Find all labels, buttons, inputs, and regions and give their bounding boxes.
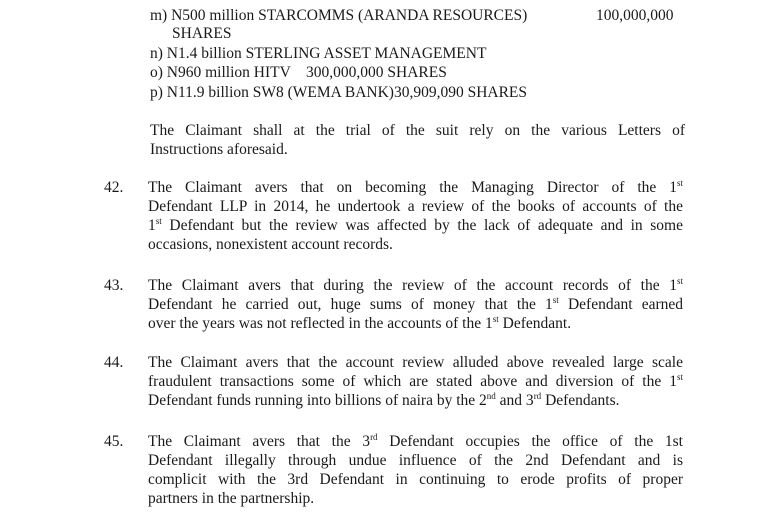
list-item-o: o) N960 million HITV 300,000,000 SHARES	[150, 64, 447, 81]
paragraph-number: 45.	[104, 433, 124, 450]
text-line: The Claimant shall at the trial of the suit rely on the various Letters of	[150, 122, 685, 139]
text-line: occasions, nonexistent account records.	[148, 236, 393, 253]
list-item-continuation: SHARES	[172, 25, 232, 42]
intro-paragraph	[150, 121, 685, 159]
paragraph-44	[148, 353, 683, 410]
text-line: The Claimant avers that the account review alluded above revealed large scale	[148, 354, 683, 371]
paragraph-number: 43.	[104, 277, 124, 294]
text-line: partners in the partnership.	[148, 490, 315, 507]
paragraph-number: 42.	[104, 179, 124, 196]
paragraph-number: 44.	[104, 354, 124, 371]
text-line: Defendant illegally through undue influence of the 2nd Defendant and is	[148, 452, 683, 469]
list-item-n: n) N1.4 billion STERLING ASSET MANAGEMENT	[150, 45, 487, 62]
paragraph-43	[148, 276, 683, 333]
list-item-text: m) N500 million STARCOMMS (ARANDA RESOURCES)	[150, 7, 528, 24]
text-line: The Claimant avers that on becoming the Managing Director of the 1st	[148, 177, 683, 196]
text-line: Defendant LLP in 2014, he undertook a review of the books of accounts of the	[148, 198, 683, 215]
list-item-p: p) N11.9 billion SW8 (WEMA BANK)30,909,090 SHARES	[150, 84, 528, 101]
paragraph-42	[148, 178, 683, 254]
text-line: fraudulent transactions some of which are stated above and diversion of the 1st	[148, 371, 683, 390]
paragraph-45	[148, 432, 683, 508]
list-item-m	[150, 6, 674, 25]
list-item-amount: 100,000,000	[596, 7, 674, 24]
text-line: The Claimant avers that during the review of the account records of the 1st	[148, 275, 683, 294]
text-line: over the years was not reflected in the accounts of the 1st Defendant.	[148, 313, 572, 332]
text-line: 1st Defendant but the review was affected by the lack of adequate and in some	[148, 215, 683, 234]
text-line: The Claimant avers that the 3rd Defendant occupies the office of the 1st	[148, 431, 683, 450]
text-line: Defendant funds running into billions of naira by the 2nd and 3rd Defendants.	[148, 390, 620, 409]
text-line: complicit with the 3rd Defendant in continuing to erode profits of proper	[148, 471, 683, 488]
text-line: Defendant he carried out, huge sums of money that the 1st Defendant earned	[148, 294, 684, 313]
text-line: Instructions aforesaid.	[150, 141, 288, 158]
